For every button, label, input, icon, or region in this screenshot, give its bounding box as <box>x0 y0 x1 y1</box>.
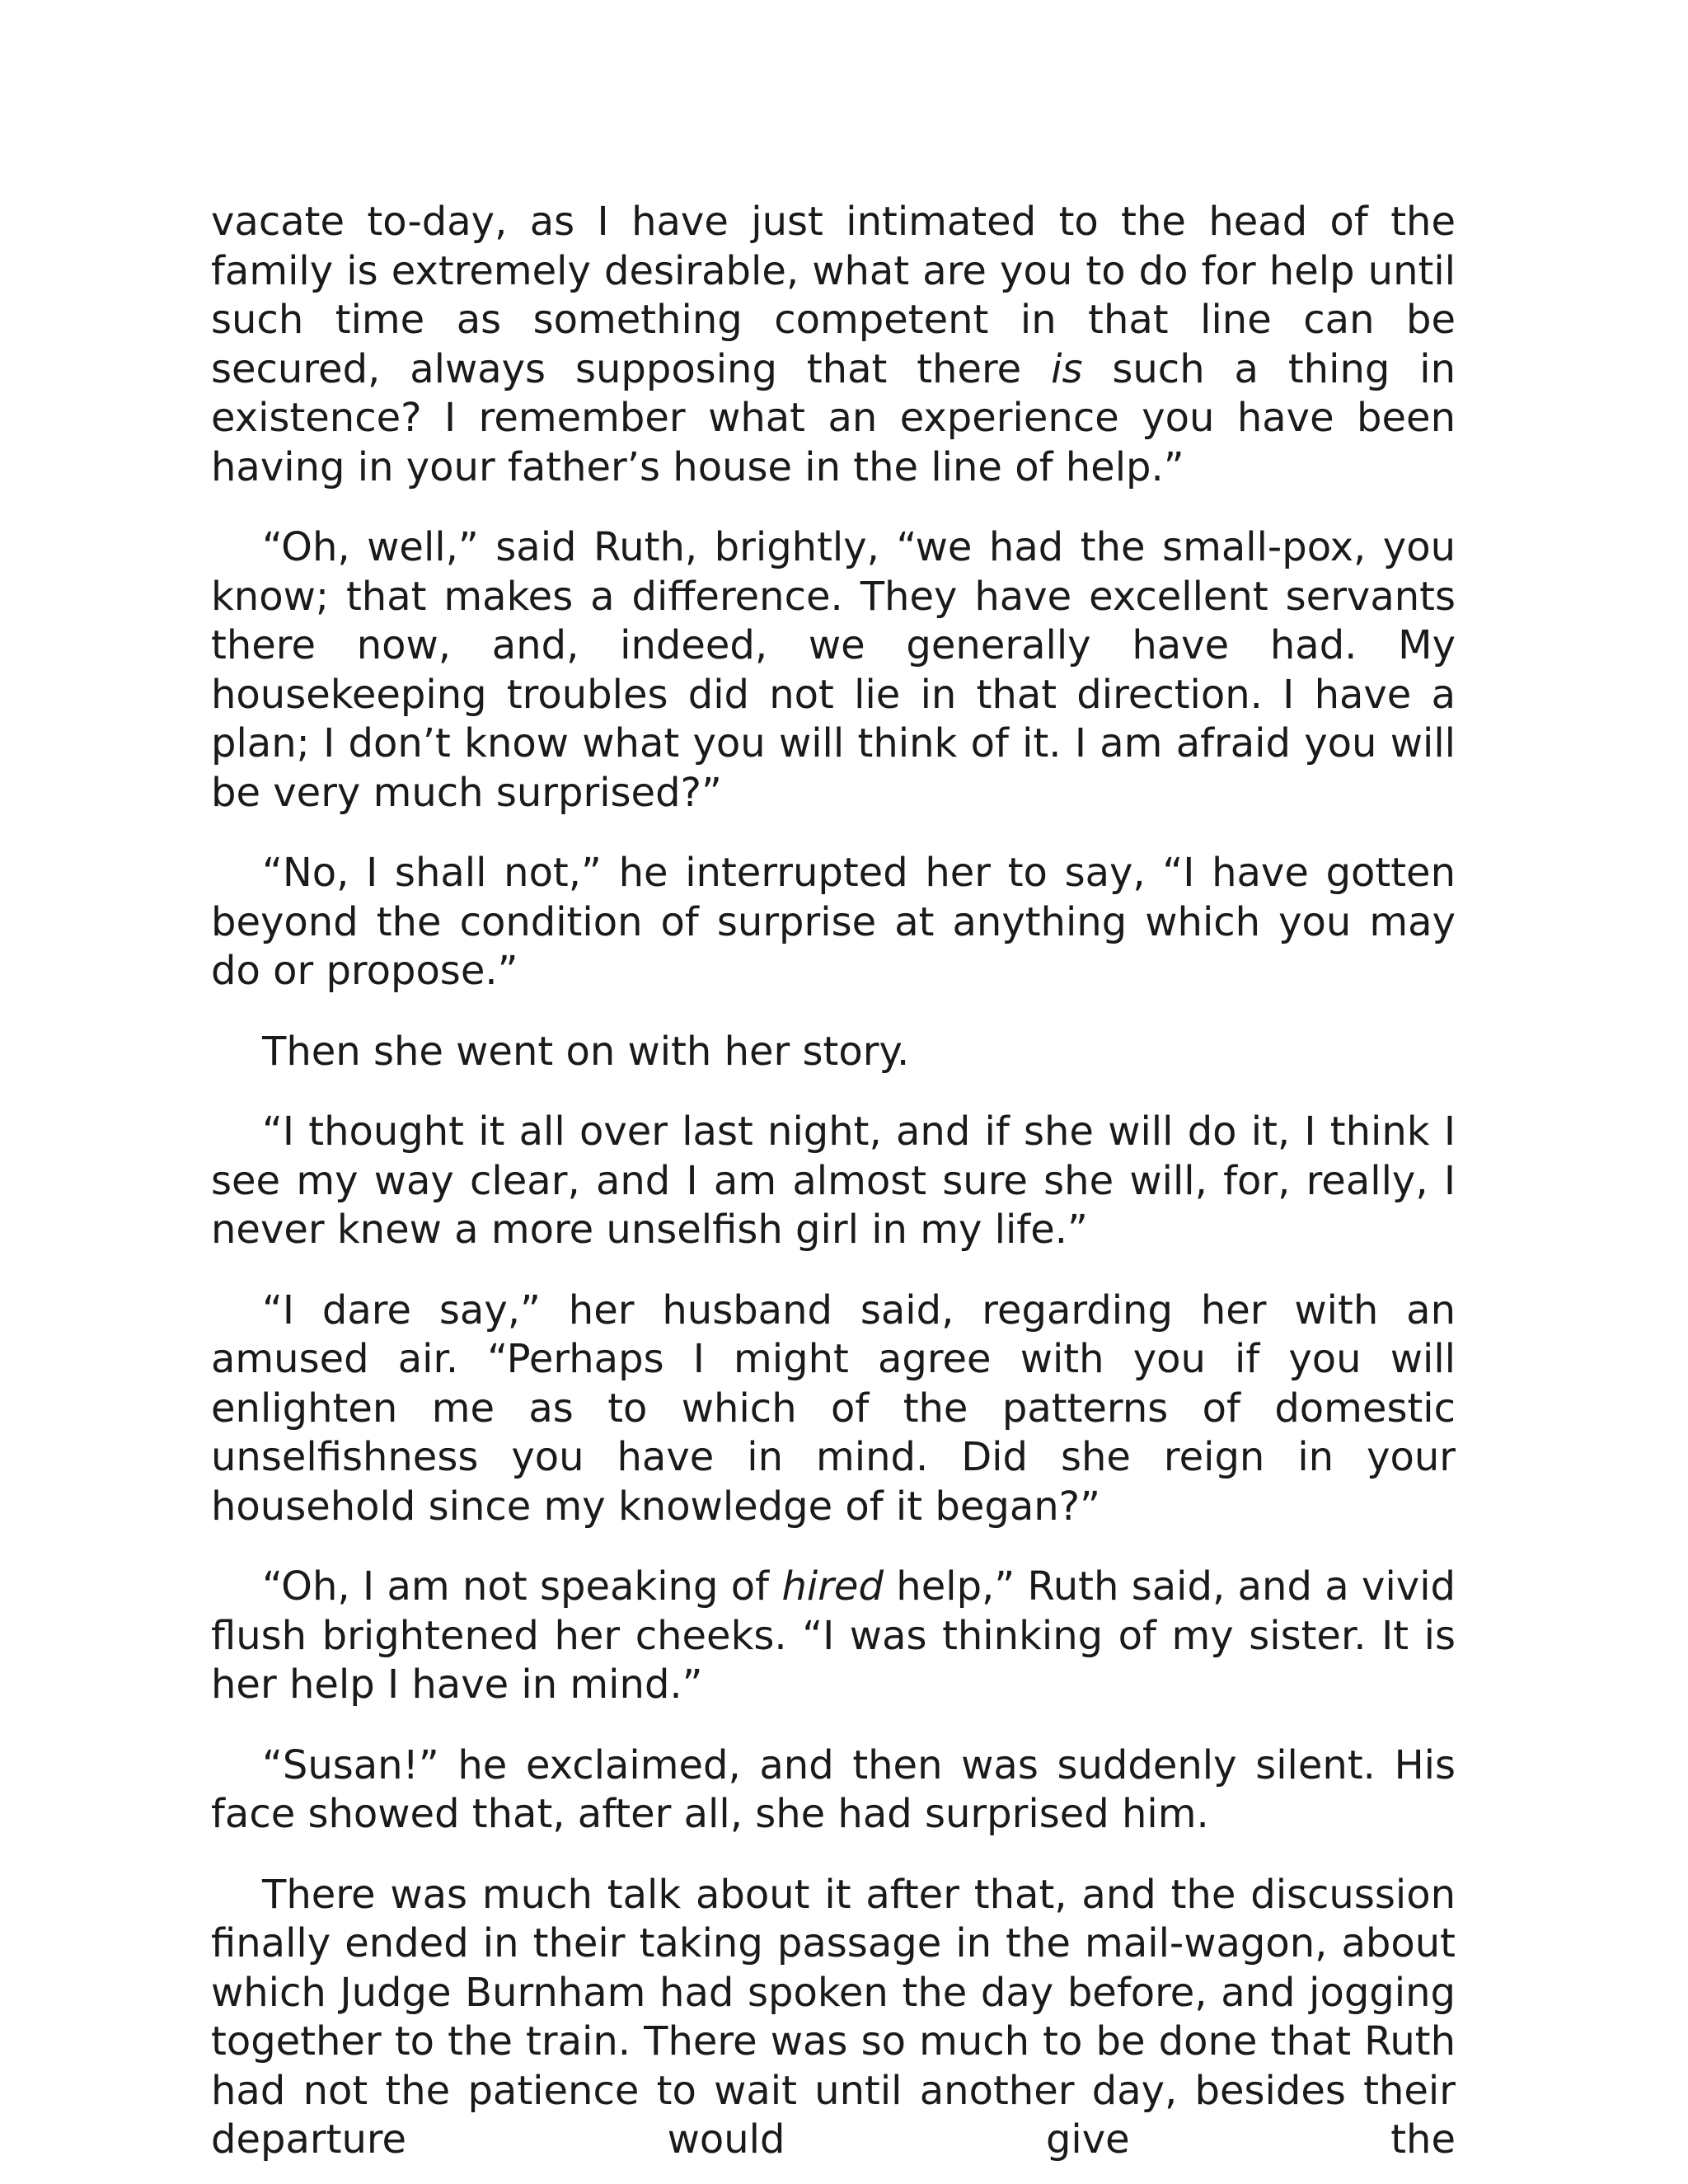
paragraph <box>211 1286 1456 1532</box>
italic-text: is <box>1051 345 1083 392</box>
paragraph <box>211 1741 1456 1840</box>
document-page <box>211 198 1456 2165</box>
text-segment: “No, I shall not,” he interrupted her to say, “I have gotten beyond the condition of surprise at anything which you may do or propose.” <box>211 850 1456 994</box>
paragraph <box>211 523 1456 818</box>
text-segment: There was much talk about it after that, and the discussion finally ended in their taking passage in the mail-wagon, about which Judge Burnham had spoken the day before, and jogging together to the train. There was so much to be done that Ruth had not the patience to wait until another day, besides their departure would give the <box>211 1871 1456 2163</box>
text-segment: “Oh, I am not speaking of <box>262 1563 782 1610</box>
paragraph <box>211 1563 1456 1710</box>
text-segment: “I dare say,” her husband said, regarding her with an amused air. “Perhaps I might agree with you if you will enlighten me as to which of the patterns of domestic unselfishness you have in mind. Did she reign in your household since my knowledge of it began?” <box>211 1286 1456 1530</box>
text-segment: vacate to-day, as I have just intimated to the head of the family is extremely desirable, what are you to do for help until such time as something competent in that line can be secured, always supposing that there <box>211 199 1456 392</box>
paragraph <box>211 1108 1456 1255</box>
text-segment: “Susan!” he exclaimed, and then was suddenly silent. His face showed that, after all, she had surprised him. <box>211 1741 1456 1837</box>
paragraph <box>211 1028 1456 1077</box>
paragraph <box>211 1871 1456 2165</box>
text-segment: such a thing in existence? I remember what an experience you have been having in your father’s house in the line of help.” <box>211 345 1456 490</box>
text-segment: Then she went on with her story. <box>262 1028 910 1075</box>
text-segment: “Oh, well,” said Ruth, brightly, “we had the small-pox, you know; that makes a difference. They have excellent servants there now, and, indeed, we generally have had. My housekeeping troubles did not lie in that direction. I have a plan; I don’t know what you will think of it. I am afraid you will be very much surprised?” <box>211 524 1456 816</box>
text-segment: help,” Ruth said, and a vivid flush brightened her cheeks. “I was thinking of my sister. It is her help I have in mind.” <box>211 1563 1456 1708</box>
italic-text: hired <box>781 1563 884 1610</box>
text-segment: “I thought it all over last night, and if she will do it, I think I see my way clear, and I am almost sure she will, for, really, I never knew a more unselfish girl in my life.” <box>211 1108 1456 1253</box>
paragraph <box>211 198 1456 492</box>
paragraph <box>211 849 1456 996</box>
